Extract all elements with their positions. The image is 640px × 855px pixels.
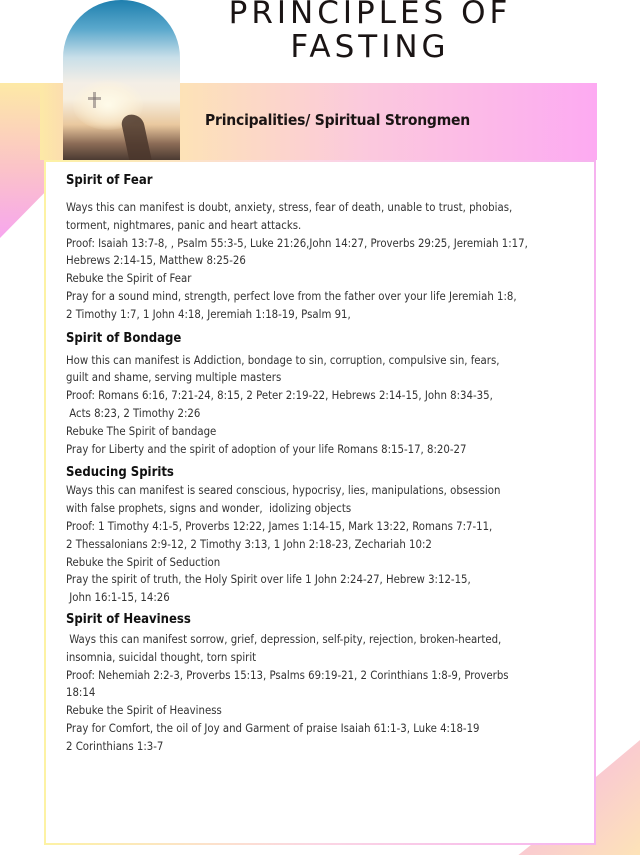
page-title	[200, 0, 540, 64]
section-line: with false prophets, signs and wonder, idolizing objects	[66, 502, 352, 516]
section-line: Rebuke the Spirit of Fear	[66, 272, 192, 286]
section-spirit-of-fear	[66, 172, 576, 324]
section-line: Proof: 1 Timothy 4:1-5, Proverbs 12:22, James 1:14-15, Mark 13:22, Romans 7:7-11,	[66, 519, 493, 533]
section-line: 18:14	[66, 686, 96, 700]
section-line: Rebuke the Spirit of Seduction	[66, 555, 221, 569]
section-line: How this can manifest is Addiction, bondage to sin, corruption, compulsive sin, fears,	[66, 353, 500, 367]
cross-icon	[93, 92, 96, 108]
section-line: Ways this can manifest sorrow, grief, depression, self-pity, rejection, broken-hearted,	[66, 632, 502, 646]
cross-icon-bar	[88, 97, 101, 100]
section-line: 2 Corinthians 1:3-7	[66, 739, 164, 753]
section-line: Acts 8:23, 2 Timothy 2:26	[66, 406, 201, 420]
content-card	[44, 160, 596, 845]
section-line: torment, nightmares, panic and heart attacks.	[66, 218, 302, 232]
arch-photo-sky-hand	[63, 0, 180, 160]
section-heading: Spirit of Fear	[66, 173, 153, 188]
section-line: 2 Thessalonians 2:9-12, 2 Timothy 3:13, 1 John 2:18-23, Zechariah 10:2	[66, 537, 432, 551]
section-line: Hebrews 2:14-15, Matthew 8:25-26	[66, 254, 246, 268]
section-spirit-of-heaviness	[66, 611, 576, 756]
section-line: Rebuke the Spirit of Heaviness	[66, 704, 222, 718]
section-heading: Spirit of Bondage	[66, 330, 182, 346]
section-line: John 16:1-15, 14:26	[66, 591, 170, 605]
section-line: guilt and shame, serving multiple masters	[66, 371, 282, 385]
title-line-1: PRINCIPLES OF	[228, 0, 512, 31]
section-line: Proof: Nehemiah 2:2-3, Proverbs 15:13, Psalms 69:19-21, 2 Corinthians 1:8-9, Proverbs	[66, 668, 509, 682]
page-subtitle: Principalities/ Spiritual Strongmen	[205, 111, 471, 129]
section-line: 2 Timothy 1:7, 1 John 4:18, Jeremiah 1:18-19, Psalm 91,	[66, 307, 351, 321]
raised-hand-silhouette	[120, 112, 152, 160]
section-line: Proof: Isaiah 13:7-8, , Psalm 55:3-5, Luke 21:26,John 14:27, Proverbs 29:25, Jeremiah 1:17,	[66, 236, 528, 250]
section-line: Pray for a sound mind, strength, perfect love from the father over your life Jeremiah 1:8,	[66, 289, 517, 303]
title-line-2: FASTING	[290, 29, 450, 65]
section-line: Proof: Romans 6:16, 7:21-24, 8:15, 2 Peter 2:19-22, Hebrews 2:14-15, John 8:34-35,	[66, 389, 493, 403]
section-heading: Spirit of Heaviness	[66, 611, 191, 627]
section-line: insomnia, suicidal thought, torn spirit	[66, 650, 257, 664]
section-line: Ways this can manifest is doubt, anxiety, stress, fear of death, unable to trust, phobias,	[66, 201, 513, 214]
section-seducing-spirits	[66, 464, 576, 607]
section-spirit-of-bondage	[66, 330, 576, 459]
section-line: Pray for Liberty and the spirit of adoption of your life Romans 8:15-17, 8:20-27	[66, 442, 467, 456]
section-line: Rebuke The Spirit of bandage	[66, 424, 217, 438]
section-heading: Seducing Spirits	[66, 465, 174, 481]
content-body	[66, 170, 576, 756]
section-line: Pray the spirit of truth, the Holy Spirit over life 1 John 2:24-27, Hebrew 3:12-15,	[66, 573, 471, 587]
section-line: Pray for Comfort, the oil of Joy and Garment of praise Isaiah 61:1-3, Luke 4:18-19	[66, 721, 480, 735]
section-line: Ways this can manifest is seared conscious, hypocrisy, lies, manipulations, obsession	[66, 484, 501, 498]
